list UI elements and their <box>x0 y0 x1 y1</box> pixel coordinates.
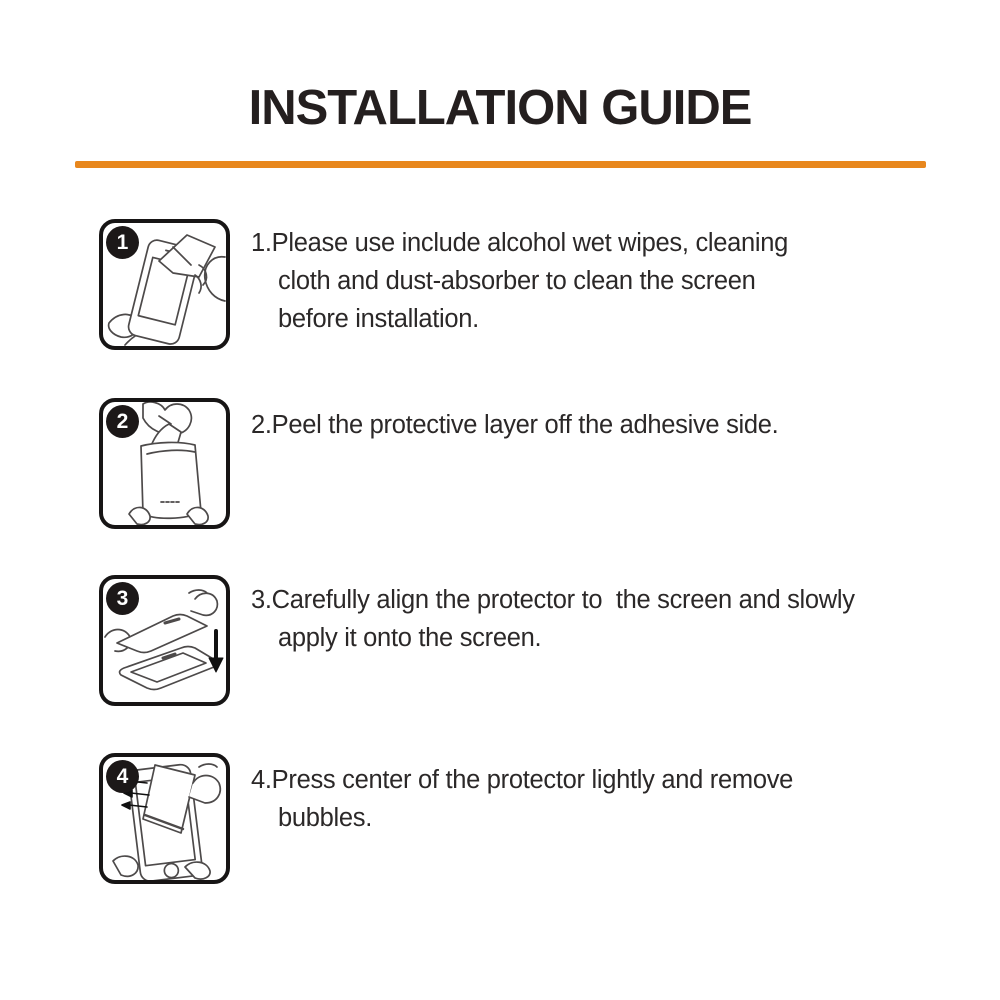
step-1-number: 1. <box>251 229 272 257</box>
step-1-number-badge: 1 <box>106 226 139 259</box>
step-1-line-2: cloth and dust-absorber to clean the screen <box>278 267 756 295</box>
step-3-number: 3. <box>251 586 272 614</box>
step-1-illustration-box <box>99 219 230 350</box>
step-4-number-badge: 4 <box>106 760 139 793</box>
step-1-line-3: before installation. <box>278 305 479 333</box>
orange-divider <box>75 161 926 168</box>
step-3-text <box>251 581 951 657</box>
step-3-line-1: 3.Carefully align the protector to the screen and slowly <box>251 586 855 614</box>
step-2-number-badge: 2 <box>106 405 139 438</box>
step-1-text <box>251 224 951 338</box>
step-2-line-1: 2.Peel the protective layer off the adhesive side. <box>251 411 779 439</box>
step-2-number: 2. <box>251 411 272 439</box>
step-2-text <box>251 406 951 444</box>
step-4-text <box>251 761 951 837</box>
step-3-number-badge: 3 <box>106 582 139 615</box>
step-3-line-2: apply it onto the screen. <box>278 624 542 652</box>
step-3-illustration-box <box>99 575 230 706</box>
step-4-line-1: 4.Press center of the protector lightly and remove <box>251 766 794 794</box>
step-4-line-2: bubbles. <box>278 804 373 832</box>
step-4-number: 4. <box>251 766 272 794</box>
page-title: INSTALLATION GUIDE <box>248 81 752 135</box>
step-2-illustration-box <box>99 398 230 529</box>
step-1-line-1: 1.Please use include alcohol wet wipes, cleaning <box>251 229 789 257</box>
step-4-illustration-box <box>99 753 230 884</box>
